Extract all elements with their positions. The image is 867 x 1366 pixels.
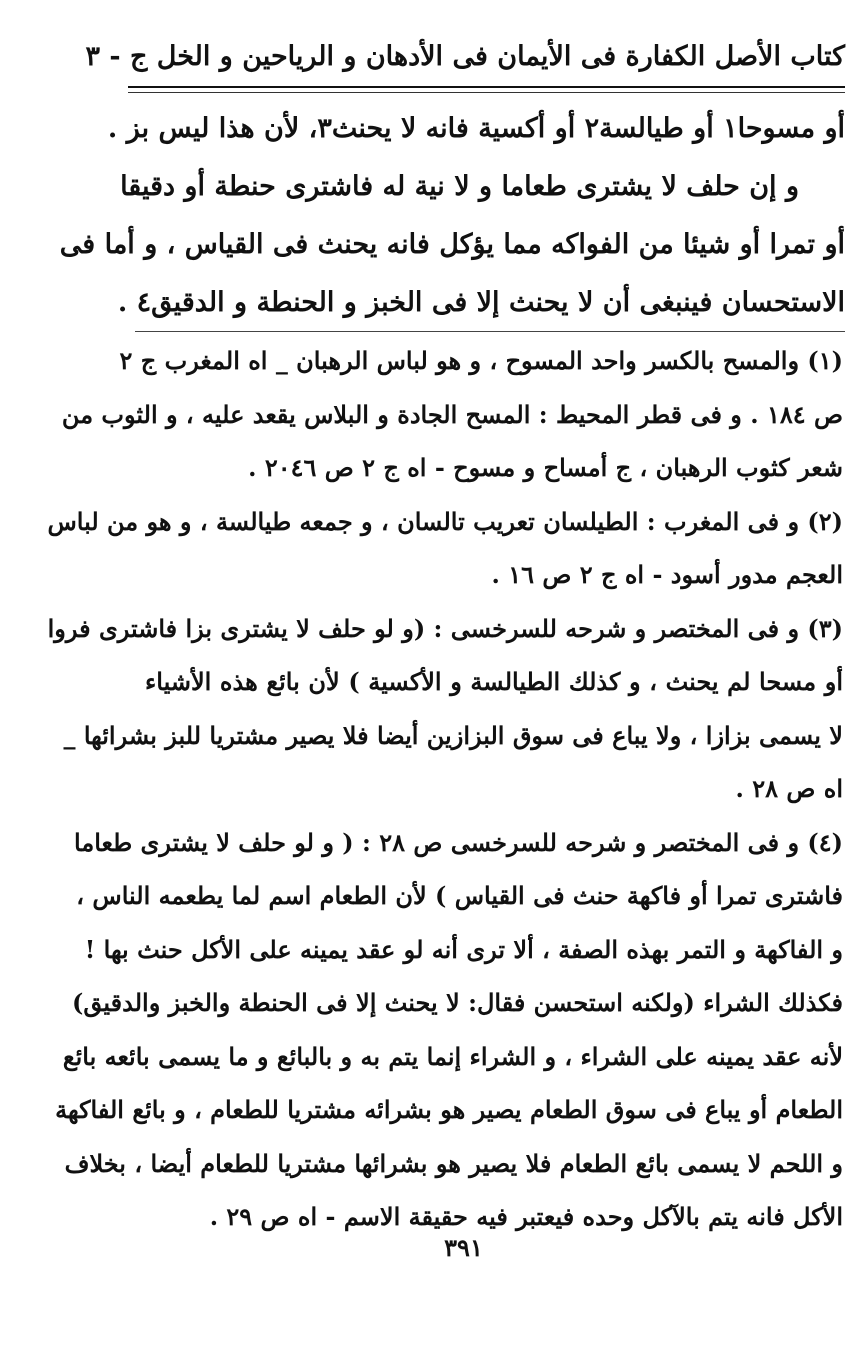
- main-text-line: أو مسوحا١ أو طيالسة٢ أو أكسية فانه لا يحنث٣، لأن هذا ليس بز .: [107, 113, 845, 144]
- footnote-line: شعر كثوب الرهبان ، ج أمساح و مسوح - اه ج ٢ ص ٢٠٤٦ .: [248, 453, 843, 482]
- footnote-line: (١) والمسح بالكسر واحد المسوح ، و هو لباس الرهبان _ اه المغرب ج ٢: [119, 346, 843, 375]
- footnote-line: أو مسحا لم يحنث ، و كذلك الطيالسة و الأكسية ) لأن بائع هذه الأشياء: [145, 667, 843, 696]
- footnote-line: لأنه عقد يمينه على الشراء ، و الشراء إنما يتم به و بالبائع و ما يسمى بائعه بائع: [62, 1041, 843, 1071]
- footnote-line: (٤) و فى المختصر و شرحه للسرخسى ص ٢٨ : ( و لو حلف لا يشترى طعاما: [74, 827, 843, 857]
- main-text-block: [59, 100, 845, 332]
- main-text-line: و إن حلف لا يشترى طعاما و لا نية له فاشترى حنطة أو دقيقا: [120, 171, 799, 202]
- footnote-line: (٢) و فى المغرب : الطيلسان تعريب تالسان ، و جمعه طيالسة ، و هو من لباس: [47, 506, 843, 536]
- main-text-line: أو تمرا أو شيئا من الفواكه مما يؤكل فانه يحنث فى القياس ، و أما فى: [59, 229, 845, 260]
- footnote-line: فاشترى تمرا أو فاكهة حنث فى القياس ) لأن الطعام اسم لما يطعمه الناس ،: [76, 881, 843, 910]
- page-number: ٣٩١: [444, 1233, 483, 1262]
- footnote-line: العجم مدور أسود - اه ج ٢ ص ١٦ .: [491, 560, 843, 589]
- footnote-separator: [135, 331, 845, 332]
- footnote-line: الأكل فانه يتم بالآكل وحده فيعتبر فيه حقيقة الاسم - اه ص ٢٩ .: [209, 1202, 843, 1231]
- footnote-line: لا يسمى بزازا ، ولا يباع فى سوق البزازين أيضا فلا يصير مشتريا للبز بشرائها _: [63, 720, 843, 750]
- footnote-line: الطعام أو يباع فى سوق الطعام يصير هو بشرائه مشتريا للطعام ، و بائع الفاكهة: [55, 1095, 843, 1124]
- footnote-line: (٣) و فى المختصر و شرحه للسرخسى : (و لو حلف لا يشترى بزا فاشترى فروا: [47, 613, 843, 643]
- footnote-line: اه ص ٢٨ .: [735, 774, 843, 803]
- running-head: كتاب الأصل الكفارة فى الأيمان فى الأدهان و الرياحين و الخل ج - ٣: [85, 41, 845, 72]
- footnote-line: فكذلك الشراء (ولكنه استحسن فقال: لا يحنث إلا فى الحنطة والخبز والدقيق): [72, 988, 843, 1017]
- header-rule: [128, 86, 845, 88]
- footnotes-block: [47, 334, 843, 1244]
- main-text-line: الاستحسان فينبغى أن لا يحنث إلا فى الخبز و الحنطة و الدقيق٤ .: [117, 287, 845, 318]
- header-rule-thin: [128, 92, 845, 93]
- footnote-line: و اللحم لا يسمى بائع الطعام فلا يصير هو بشرائها مشتريا للطعام أيضا ، بخلاف: [64, 1148, 843, 1178]
- footnote-line: ص ١٨٤ . و فى قطر المحيط : المسح الجادة و البلاس يقعد عليه ، و الثوب من: [61, 399, 843, 429]
- footnote-line: و الفاكهة و التمر بهذه الصفة ، ألا ترى أنه لو عقد يمينه على الأكل حنث بها !: [84, 934, 843, 964]
